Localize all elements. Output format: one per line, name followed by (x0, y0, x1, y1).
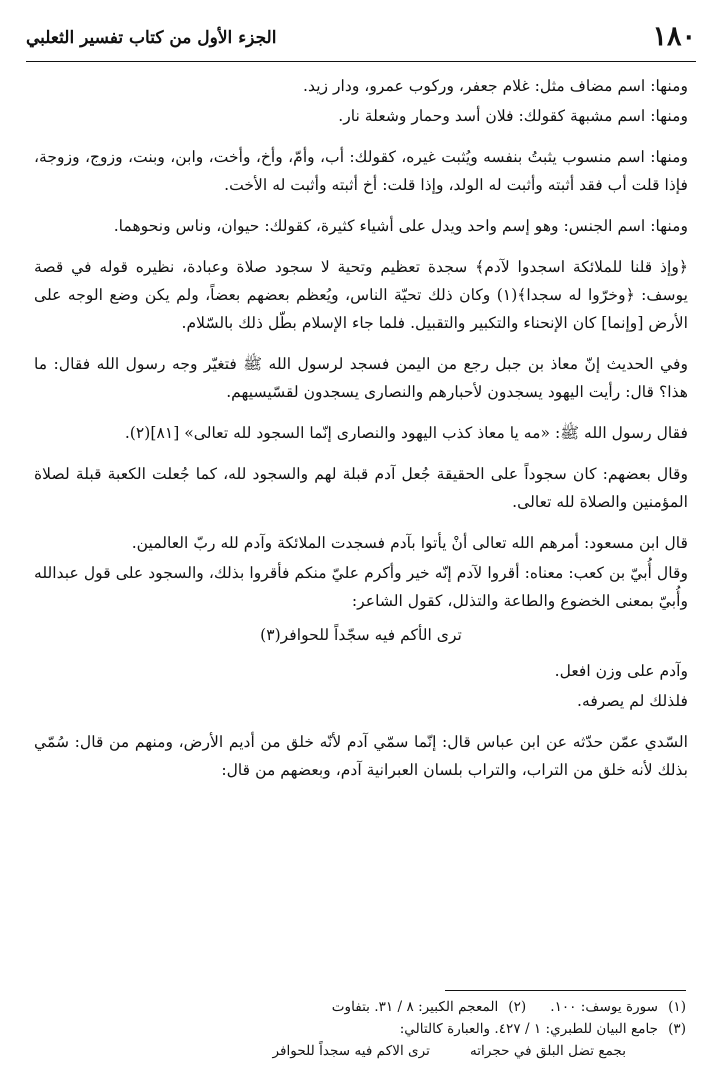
footnote-2 (332, 996, 527, 1018)
paragraph-11: وآدم على وزن افعل. (554, 662, 688, 680)
running-title: الجزء الأول من كتاب تفسير الثعلبي (26, 28, 277, 48)
verse-first-hemistich: بجمع تضل البلق في حجراته (469, 1043, 626, 1059)
paragraph-12: فلذلك لم يصرفه. (577, 692, 688, 710)
footnote-rule (445, 990, 686, 991)
paragraph-2: ومنها: اسم مشبهة كقولك: فلان أسد وحمار وشعلة نار. (338, 107, 688, 125)
footnote-number: (٢) (508, 999, 527, 1015)
paragraph-10: وقال أُبيّ بن كعب: معناه: أقروا لآدم إنّه خير وأكرم عليّ منكم فأقروا بذلك، والسجود على قول عبدالله وأُبيّ بمعنى الخضوع والطاعة والتذلل، كقول الشاعر: (34, 564, 688, 610)
footnote-3 (400, 1018, 686, 1040)
footnote-row-1 (34, 996, 686, 1018)
paragraph-1: ومنها: اسم مضاف مثل: غلام جعفر، وركوب عمرو، ودار زيد. (303, 77, 688, 95)
paragraph-7: فقال رسول الله ﷺ: «مه يا معاذ كذب اليهود والنصارى إنّما السجود لله تعالى» [٨١](٢). (124, 424, 688, 442)
footnote-text: جامع البيان للطبري: ١ / ٤٢٧. والعبارة كالتالي: (399, 1021, 659, 1037)
body-text (34, 72, 688, 797)
paragraph-8: وقال بعضهم: كان سجوداً على الحقيقة جُعل آدم قبلة لهم والسجود لله، كما جُعلت الكعبة قبلة لصلاة المؤمنين والصلاة لله تعالى. (34, 465, 688, 511)
footnote-number: (١) (668, 999, 686, 1015)
paragraph-4: ومنها: اسم الجنس: وهو إسم واحد ويدل على أشياء كثيرة، كقولك: حيوان، وناس ونحوهما. (113, 217, 688, 235)
footnotes (34, 996, 686, 1062)
paragraph-13: السّدي عمّن حدّثه عن ابن عباس قال: إنّما سمّي آدم لأنّه خلق من أديم الأرض، ومنهم من قال: سُمّي بذلك لأنه خلق من التراب، والتراب بلسان العبرانية آدم، وبعضهم من قال: (34, 733, 688, 779)
poetry-verse: ترى الأكم فيه سجّداً للحوافر(٣) (260, 626, 462, 644)
page-number: ١٨٠ (652, 21, 696, 52)
footnote-verse (34, 1040, 686, 1062)
paragraph-3: ومنها: اسم منسوب يثبتُ بنفسه ويُثبت غيره، كقولك: أب، وأمّ، وأخ، وأخت، وابن، وبنت، وزوج، وزوجة، فإذا قلت أب فقد أثبته وأثبت له الولد، وإذا قلت: أخ أثبته وأثبت له الأخت. (34, 148, 688, 194)
footnote-number: (٣) (668, 1021, 686, 1037)
footnote-row-2 (34, 1018, 686, 1040)
paragraph-6: وفي الحديث إنّ معاذ بن جبل رجع من اليمن فسجد لرسول الله ﷺ فتغيّر وجه رسول الله فقال: ما هذا؟ قال: رأيت اليهود يسجدون لأحبارهم والنصارى يسجدون لقسّيسيهم. (34, 355, 688, 401)
paragraph-5: ﴿وإذ قلنا للملائكة اسجدوا لآدم﴾ سجدة تعظيم وتحية لا سجود صلاة وعبادة، نظيره قوله في قصة يوسف: ﴿وخرّوا له سجدا﴾(١) وكان ذلك تحيّة الناس، ويُعظم بعضهم بعضاً، ولم يكن وضع الوجه على الأرض [وإنما] كان الإنحناء والتكبير والتقبيل. فلما جاء الإسلام بطّل ذلك بالسّلام. (34, 258, 688, 332)
footnote-text: سورة يوسف: ١٠٠. (550, 999, 659, 1015)
paragraph-9: قال ابن مسعود: أمرهم الله تعالى أنْ يأتوا بآدم فسجدت الملائكة وآدم لله ربّ العالمين. (131, 534, 688, 552)
page-header (26, 22, 696, 62)
header-rule (26, 61, 696, 62)
footnote-text: المعجم الكبير: ٨ / ٣١. بتفاوت (331, 999, 499, 1015)
verse-second-hemistich: ترى الاكم فيه سجداً للحوافر (272, 1043, 430, 1059)
footnote-1 (550, 996, 686, 1018)
